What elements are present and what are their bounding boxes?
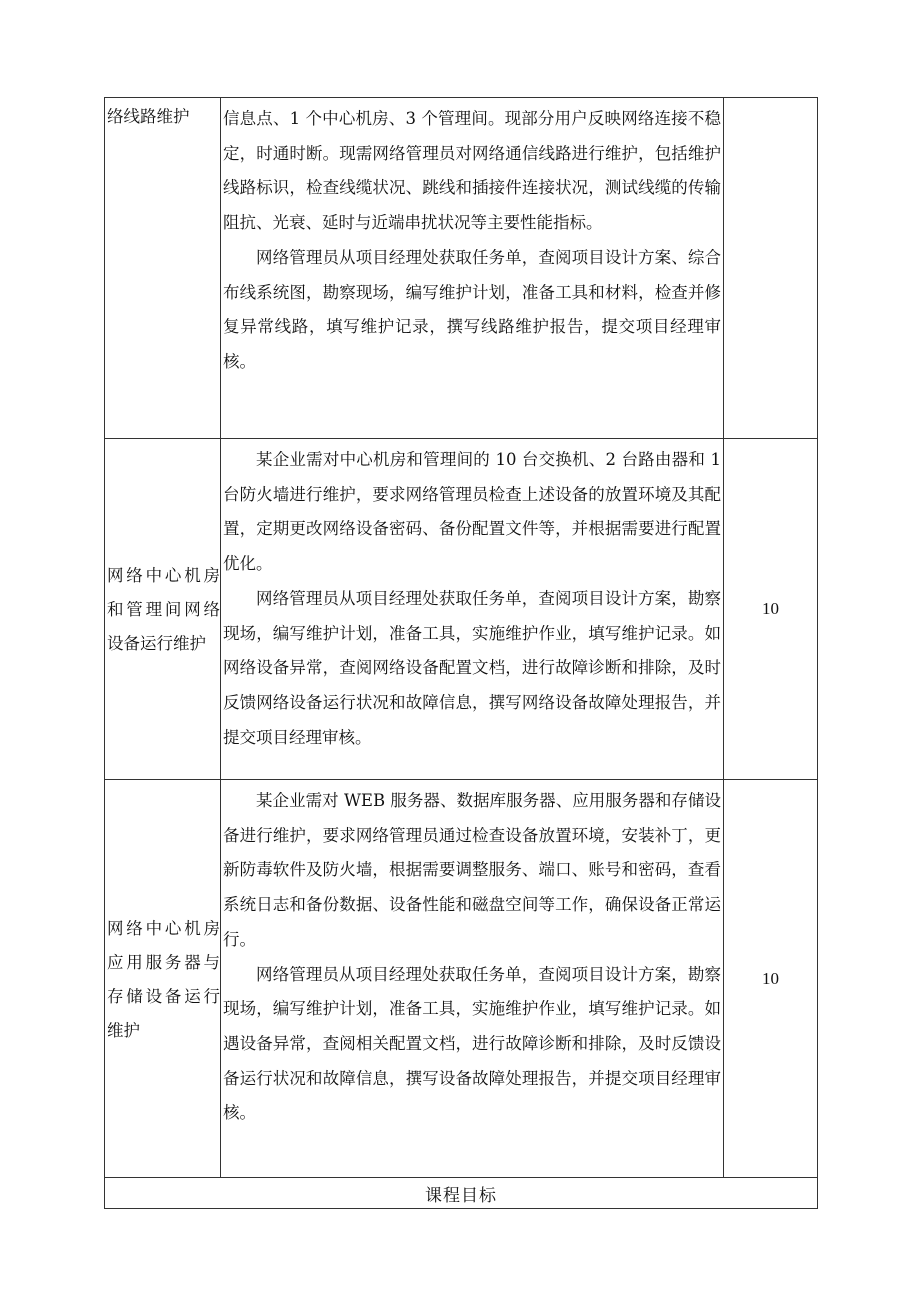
task-name-cell [105, 98, 221, 439]
description-paragraph: 网络管理员从项目经理处获取任务单，查阅项目设计方案，勘察现场，编写维护计划，准备工具，实施维护作业，填写维护记录。如网络设备异常，查阅网络设备配置文档，进行故障诊断和排除，及时反馈网络设备运行状况和故障信息，撰写网络设备故障处理报告，并提交项目经理审核。 [223, 588, 721, 747]
table-row [105, 780, 818, 1178]
table-row [105, 98, 818, 439]
task-description-cell [221, 439, 724, 780]
task-name-line: 网络中心机房 [107, 918, 220, 938]
task-name-cell [105, 439, 221, 780]
description-paragraph: 信息点、1 个中心机房、3 个管理间。现部分用户反映网络连接不稳定，时通时断。现需网络管理员对网络通信线路进行维护，包括维护线路标识，检查线缆状况、跳线和插接件连接状况，测试线缆的传输阻抗、光衰、延时与近端串扰状况等主要性能指标。 [223, 109, 721, 233]
description-paragraph: 网络管理员从项目经理处获取任务单，查阅项目设计方案、综合布线系统图，勘察现场，编写维护计划，准备工具和材料，检查并修复异常线路，填写维护记录，撰写线路维护报告，提交项目经理审核。 [223, 247, 721, 371]
course-objectives-heading: 课程目标 [105, 1178, 818, 1209]
curriculum-table [104, 97, 818, 1209]
task-name-line: 存储设备运行 [107, 986, 220, 1006]
task-name-line: 设备运行维护 [107, 634, 206, 653]
task-name-line: 络线路维护 [107, 107, 190, 126]
table-row [105, 439, 818, 780]
description-paragraph: 网络管理员从项目经理处获取任务单，查阅项目设计方案，勘察现场，编写维护计划，准备工具，实施维护作业，填写维护记录。如遇设备异常，查阅相关配置文档，进行故障诊断和排除，及时反馈设备运行状况和故障信息，撰写设备故障处理报告，并提交项目经理审核。 [223, 964, 721, 1123]
hours-cell [724, 98, 818, 439]
task-name-line: 应用服务器与 [107, 952, 220, 972]
hours-cell: 10 [724, 439, 818, 780]
task-description-cell [221, 780, 724, 1178]
description-paragraph: 某企业需对 WEB 服务器、数据库服务器、应用服务器和存储设备进行维护，要求网络管理员通过检查设备放置环境，安装补丁，更新防毒软件及防火墙，根据需要调整服务、端口、账号和密码，查看系统日志和备份数据、设备性能和磁盘空间等工作，确保设备正常运行。 [223, 791, 721, 949]
task-name-line: 维护 [107, 1020, 140, 1040]
task-name-line: 和管理间网络 [107, 600, 220, 619]
task-name-cell [105, 780, 221, 1178]
table-footer-row [105, 1178, 818, 1209]
task-name-line: 网络中心机房 [107, 566, 220, 585]
hours-cell: 10 [724, 780, 818, 1178]
description-paragraph: 某企业需对中心机房和管理间的 10 台交换机、2 台路由器和 1 台防火墙进行维护，要求网络管理员检查上述设备的放置环境及其配置，定期更改网络设备密码、备份配置文件等，并根据需要进行配置优化。 [223, 450, 721, 574]
task-description-cell [221, 98, 724, 439]
